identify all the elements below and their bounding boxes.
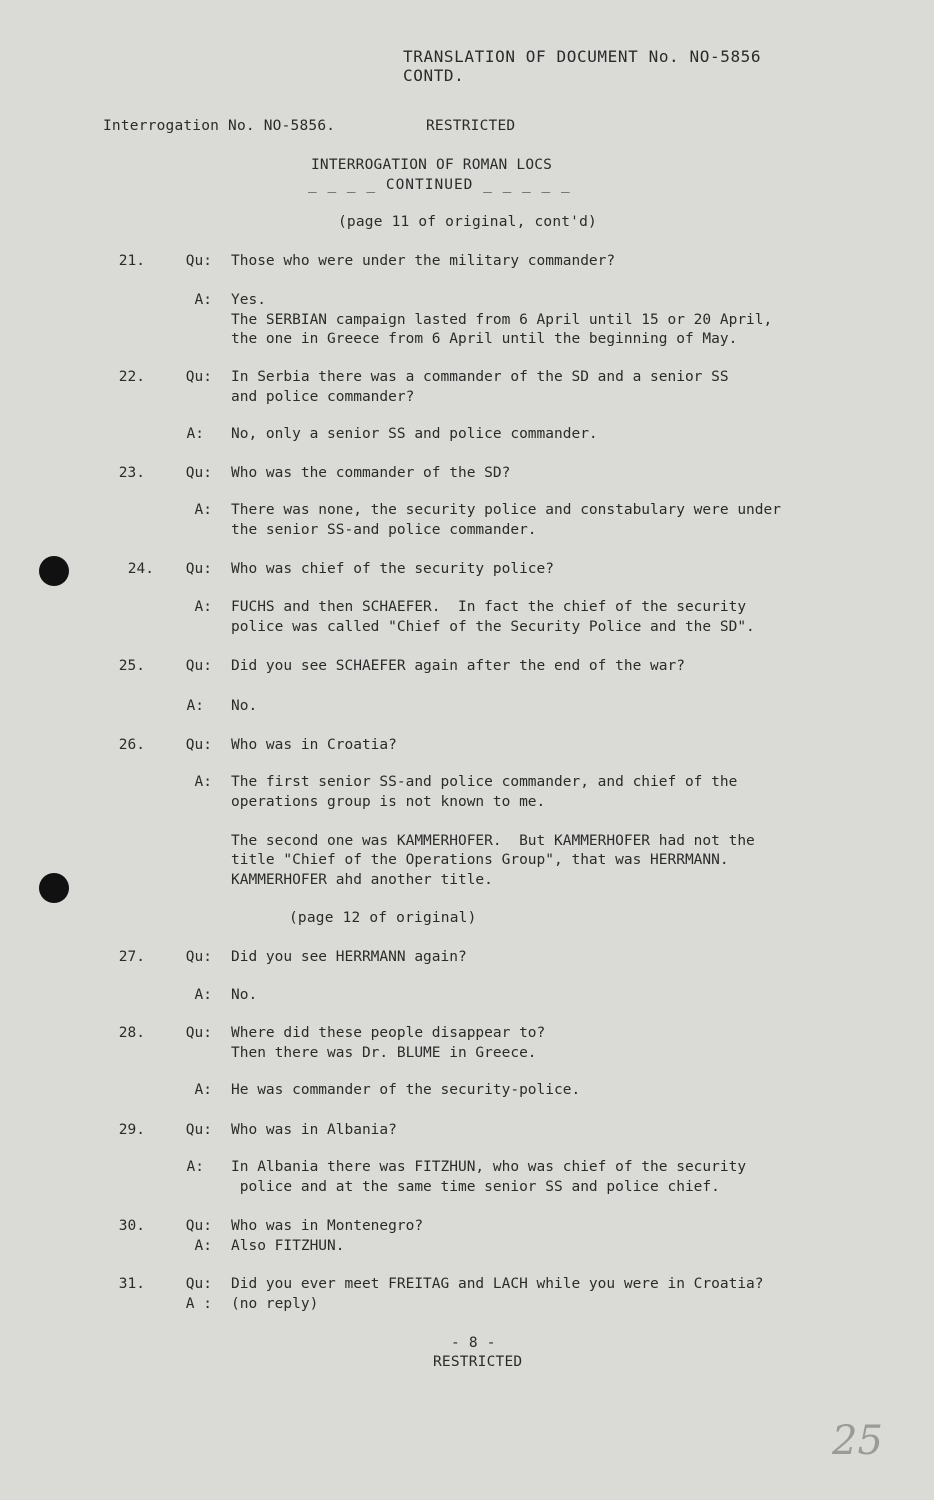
question-text: Did you see HERRMANN again? <box>231 949 467 965</box>
question-text: Who was in Croatia? <box>231 737 397 753</box>
translation-title: TRANSLATION OF DOCUMENT No. NO-5856 <box>403 47 762 66</box>
contd-label: CONTD. <box>403 66 465 85</box>
answer-text: He was commander of the security-police. <box>231 1082 581 1098</box>
classification-top: RESTRICTED <box>426 118 516 134</box>
answer-label: A: <box>194 502 212 518</box>
question-number: 31. <box>118 1276 145 1292</box>
question-label: Qu: <box>185 949 212 965</box>
question-number: 25. <box>118 658 145 674</box>
answer-text: Yes. The SERBIAN campaign lasted from 6 April until 15 or 20 April, the one in Greece from 6 April until the beginning of May. <box>231 292 773 347</box>
question-label: Qu: <box>185 1025 212 1041</box>
continued-subtitle: _ _ _ _ CONTINUED _ _ _ _ _ <box>308 177 571 193</box>
question-label: Qu: <box>185 561 212 577</box>
answer-text: No, only a senior SS and police commander. <box>231 426 598 442</box>
answer-label: A: <box>194 292 212 308</box>
punch-hole <box>39 556 69 586</box>
answer-label: A: <box>194 599 212 615</box>
question-text: Did you see SCHAEFER again after the end of the war? <box>231 658 685 674</box>
answer-text: The first senior SS-and police commander, and chief of the operations group is not known to me. The second one was KAMMERHOFER. But KAMMERHOFER had not the title "Chief of the Operations Group", that was HERRMANN. KAMMERHOFER ahd another title. <box>231 774 755 888</box>
page-note-11: (page 11 of original, cont'd) <box>338 214 597 230</box>
answer-text: (no reply) <box>231 1296 319 1312</box>
question-number: 30. <box>118 1218 145 1234</box>
question-label: Qu: <box>185 465 212 481</box>
answer-text: Also FITZHUN. <box>231 1238 345 1254</box>
question-label: Qu: <box>185 1122 212 1138</box>
question-label: Qu: <box>185 658 212 674</box>
answer-text: FUCHS and then SCHAEFER. In fact the chief of the security police was called "Chief of the Security Police and the SD". <box>231 599 755 635</box>
answer-text: In Albania there was FITZHUN, who was chief of the security police and at the same time senior SS and police chief. <box>231 1159 747 1195</box>
question-number: 27. <box>118 949 145 965</box>
question-text: Those who were under the military commander? <box>231 253 616 269</box>
answer-text: No. <box>231 698 258 714</box>
answer-label: A: <box>186 426 204 442</box>
question-number: 24. <box>127 561 154 577</box>
answer-text: No. <box>231 987 258 1003</box>
question-number: 22. <box>118 369 145 385</box>
pencil-page-mark: 25 <box>832 1418 883 1464</box>
punch-hole <box>39 873 69 903</box>
answer-label: A: <box>194 1082 212 1098</box>
question-number: 23. <box>118 465 145 481</box>
answer-label: A: <box>186 698 204 714</box>
answer-text: There was none, the security police and constabulary were under the senior SS-and police commander. <box>231 502 781 538</box>
document-title: INTERROGATION OF ROMAN LOCS <box>311 157 553 173</box>
page-note-12: (page 12 of original) <box>289 910 477 926</box>
question-label: Qu: <box>185 253 212 269</box>
answer-label: A: <box>194 1238 212 1254</box>
answer-label: A: <box>194 774 212 790</box>
answer-label: A: <box>194 987 212 1003</box>
question-text: Where did these people disappear to? Then there was Dr. BLUME in Greece. <box>231 1025 546 1061</box>
page-number: - 8 - <box>451 1335 496 1351</box>
question-text: Who was the commander of the SD? <box>231 465 511 481</box>
question-label: Qu: <box>185 1218 212 1234</box>
question-label: Qu: <box>185 369 212 385</box>
question-label: Qu: <box>185 737 212 753</box>
classification-bottom: RESTRICTED <box>433 1354 523 1370</box>
question-text: Who was in Albania? <box>231 1122 397 1138</box>
question-label: Qu: <box>185 1276 212 1292</box>
question-text: Did you ever meet FREITAG and LACH while you were in Croatia? <box>231 1276 764 1292</box>
question-text: In Serbia there was a commander of the SD and a senior SS and police commander? <box>231 369 729 405</box>
question-number: 28. <box>118 1025 145 1041</box>
question-number: 29. <box>118 1122 145 1138</box>
question-text: Who was chief of the security police? <box>231 561 555 577</box>
answer-label: A: <box>186 1159 204 1175</box>
interrogation-number: Interrogation No. NO-5856. <box>103 118 336 134</box>
question-number: 21. <box>118 253 145 269</box>
answer-label: A : <box>185 1296 212 1312</box>
question-text: Who was in Montenegro? <box>231 1218 424 1234</box>
question-number: 26. <box>118 737 145 753</box>
